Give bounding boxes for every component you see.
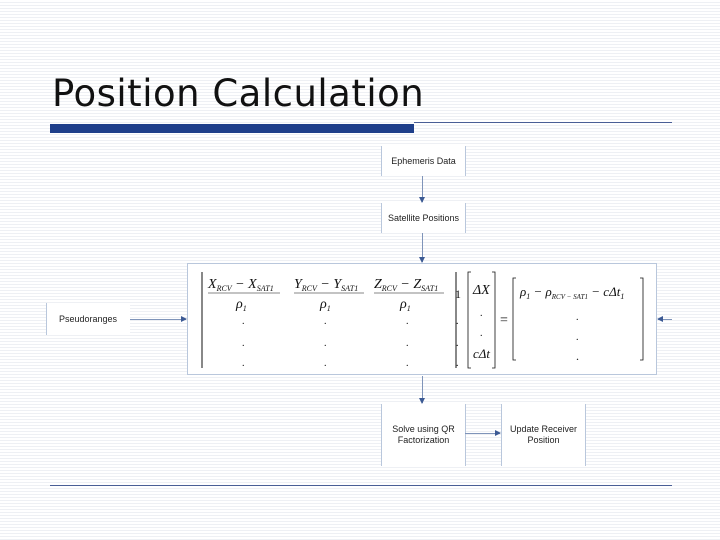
- col1-x-rcv: X: [208, 277, 217, 292]
- svg-text:.: .: [480, 328, 483, 339]
- col2-y-rcv: Y: [294, 277, 302, 292]
- svg-text:XRCV − XSAT1: $X_{RCV} - X_{SAT1}$: [208, 277, 274, 293]
- solve-qr-box: [381, 404, 466, 466]
- col2-y-sat: Y: [333, 277, 342, 292]
- svg-text:.: .: [480, 308, 483, 319]
- col2-sub-rcv: RCV: [301, 284, 317, 293]
- col3-z-rcv: Z: [374, 277, 382, 292]
- col3-sub-sat: SAT1: [421, 284, 439, 293]
- svg-text:ρ1: [399, 297, 411, 313]
- update-position-box: [501, 404, 586, 466]
- svg-text:YRCV − YSAT1: $Y_{RCV} - Y_{SAT1}$: [294, 277, 359, 293]
- svg-text:ρ1 − ρRCV − SAT1 − cΔt1: $\rho_1 - \rho_{RCV - SAT1} - c\Delta t_1$: [520, 284, 625, 301]
- svg-text:.: .: [456, 338, 459, 349]
- arrow-matrix-to-solve: [422, 376, 423, 403]
- svg-text:.: .: [242, 316, 245, 327]
- svg-text:.: .: [242, 358, 245, 369]
- update-position-label: [510, 424, 577, 446]
- pseudoranges-box: [46, 303, 130, 335]
- satellite-positions-label: Satellite Positions: [387, 212, 460, 223]
- delta-x: ΔX: [473, 283, 490, 298]
- col2-sub-sat: SAT1: [341, 284, 359, 293]
- svg-text:.: .: [324, 358, 327, 369]
- svg-text:.: .: [576, 312, 579, 323]
- col1-rho: ρ: [236, 297, 243, 312]
- solve-qr-line1: Solve using QR: [392, 424, 455, 434]
- svg-text:.: .: [456, 358, 459, 369]
- solve-qr-label: [392, 424, 455, 446]
- col1-x-sat: X: [248, 277, 257, 292]
- arrow-feedback-to-matrix: [658, 319, 672, 320]
- rhs-cdt: cΔt: [603, 284, 621, 299]
- rhs-rho2: ρ: [545, 284, 552, 299]
- col2-rho-sub: 1: [326, 304, 331, 313]
- col3-sub-rcv: RCV: [381, 284, 397, 293]
- title-rule: [414, 122, 672, 123]
- rhs-rho-sub: 1: [526, 292, 531, 301]
- svg-text:.: .: [456, 316, 459, 327]
- svg-text:.: .: [324, 338, 327, 349]
- svg-text:.: .: [242, 338, 245, 349]
- arrow-solve-to-update: [465, 433, 500, 434]
- svg-text:ρ1: [319, 297, 331, 313]
- ephemeris-data-label: Ephemeris Data: [391, 155, 456, 166]
- rhs-rho2-sub: RCV − SAT1: [551, 293, 589, 301]
- pseudoranges-label: Pseudoranges: [59, 313, 118, 324]
- svg-text:ZRCV − ZSAT1: $Z_{RCV} - Z_{SAT1}$: [374, 277, 439, 293]
- rhs-rho: ρ: [520, 284, 527, 299]
- svg-text:.: .: [576, 349, 579, 363]
- col3-z-sat: Z: [413, 277, 422, 292]
- equation-panel: [187, 263, 657, 375]
- equals-sign: =: [500, 313, 508, 328]
- rhs-cdt-sub: 1: [620, 292, 625, 301]
- col1-sub-sat: SAT1: [256, 284, 274, 293]
- svg-text:.: .: [576, 332, 579, 343]
- col3-rho: ρ: [400, 297, 407, 312]
- ephemeris-data-box: [381, 146, 466, 176]
- slide-title: Position Calculation: [52, 72, 425, 115]
- ones-column: 1: [455, 287, 461, 301]
- col2-rho: ρ: [320, 297, 327, 312]
- svg-text:.: .: [324, 316, 327, 327]
- c-delta-t: cΔt: [473, 346, 491, 361]
- col1-rho-sub: 1: [242, 304, 247, 313]
- arrow-satpos-to-matrix: [422, 233, 423, 262]
- col1-sub-rcv: RCV: [216, 284, 232, 293]
- title-accent-bar: [50, 124, 414, 133]
- satellite-positions-box: [381, 203, 466, 233]
- update-position-line2: Position: [527, 435, 560, 445]
- svg-text:.: .: [406, 316, 409, 327]
- update-position-line1: Update Receiver: [509, 424, 578, 434]
- col3-rho-sub: 1: [406, 304, 411, 313]
- svg-text:.: .: [406, 358, 409, 369]
- footer-rule: [50, 485, 672, 486]
- arrow-pseudoranges-to-matrix: [130, 319, 186, 320]
- svg-text:.: .: [406, 338, 409, 349]
- svg-text:ρ1: [235, 297, 247, 313]
- arrow-ephemeris-to-satpos: [422, 176, 423, 202]
- matrix-equation: [188, 264, 658, 376]
- solve-qr-line2: Factorization: [397, 435, 450, 445]
